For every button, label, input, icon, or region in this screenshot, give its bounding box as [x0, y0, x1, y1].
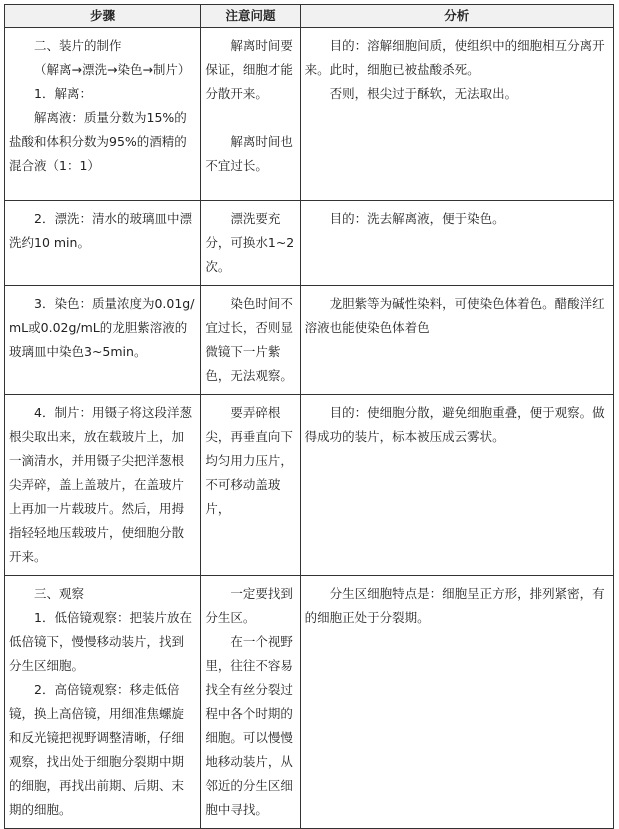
- note-cell: [201, 576, 300, 829]
- table-row: [5, 576, 614, 829]
- header-note: 注意问题: [201, 5, 300, 28]
- analysis-cell: [300, 286, 613, 395]
- analysis-text: 目的：溶解细胞间质，使组织中的细胞相互分离开来。此时，细胞已被盐酸杀死。: [304, 38, 605, 77]
- note-text: 漂洗要充分，可换水1~2次。: [205, 211, 295, 274]
- table-row: [5, 28, 614, 201]
- note-cell: [201, 286, 300, 395]
- step-cell: [5, 576, 201, 829]
- step-cell: [5, 28, 201, 201]
- step-cell: [5, 395, 201, 576]
- step-text: 1．解离：: [34, 86, 92, 101]
- note-cell: [201, 395, 300, 576]
- step-cell: [5, 286, 201, 395]
- analysis-text: 分生区细胞特点是：细胞呈正方形，排列紧密，有的细胞正处于分裂期。: [304, 586, 605, 625]
- step-text: 三、观察: [34, 586, 85, 601]
- analysis-text: 龙胆紫等为碱性染料，可使染色体着色。醋酸洋红溶液也能使染色体着色: [304, 296, 605, 335]
- table-row: [5, 286, 614, 395]
- note-text: 在一个视野里，往往不容易找全有丝分裂过程中各个时期的细胞。可以慢慢地移动装片，从邻近的分生区细胞中寻找。: [205, 634, 293, 817]
- analysis-text: 目的：洗去解离液，便于染色。: [329, 211, 505, 226]
- table-row: [5, 395, 614, 576]
- note-text: 要弄碎根尖，再垂直向下均匀用力压片，不可移动盖玻片，: [205, 405, 293, 516]
- step-text: 2．高倍镜观察：移走低倍镜，换上高倍镜，用细准焦螺旋和反光镜把视野调整清晰，仔细观察，找出处于细胞分裂期中期的细胞，再找出前期、后期、末期的细胞。: [9, 682, 185, 817]
- note-text: 一定要找到分生区。: [205, 586, 293, 625]
- step-text: 二、装片的制作: [34, 38, 122, 53]
- note-text: 解离时间要保证，细胞才能分散开来。: [205, 38, 293, 101]
- analysis-cell: [300, 576, 613, 829]
- header-step: 步骤: [5, 5, 201, 28]
- header-row: [5, 5, 614, 28]
- step-cell: [5, 201, 201, 286]
- step-text: 3．染色：质量浓度为0.01g/mL或0.02g/mL的龙胆紫溶液的玻璃皿中染色3~5min。: [9, 296, 195, 359]
- analysis-cell: [300, 201, 613, 286]
- note-text: 染色时间不宜过长，否则显微镜下一片紫色，无法观察。: [205, 296, 293, 383]
- step-text: （解离→漂洗→染色→制片）: [34, 62, 191, 77]
- note-cell: [201, 201, 300, 286]
- step-text: 2．漂洗：清水的玻璃皿中漂洗约10 min。: [9, 211, 192, 250]
- note-text: 解离时间也不宜过长。: [205, 134, 293, 173]
- table-row: [5, 201, 614, 286]
- step-text: 1．低倍镜观察：把装片放在低倍镜下，慢慢移动装片，找到分生区细胞。: [9, 610, 192, 673]
- analysis-text: 否则，根尖过于酥软，无法取出。: [329, 86, 518, 101]
- step-text: 解离液：质量分数为15%的盐酸和体积分数为95%的酒精的混合液（1：1）: [9, 110, 187, 173]
- analysis-text: 目的：使细胞分散，避免细胞重叠，便于观察。做得成功的装片，标本被压成云雾状。: [304, 405, 605, 444]
- analysis-cell: [300, 395, 613, 576]
- header-analysis: 分析: [300, 5, 613, 28]
- step-text: 4．制片：用镊子将这段洋葱根尖取出来，放在载玻片上，加一滴清水，并用镊子尖把洋葱根尖弄碎，盖上盖玻片，在盖玻片上再加一片载玻片。然后，用拇指轻轻地压载玻片，使细胞分散开来。: [9, 405, 192, 564]
- analysis-cell: [300, 28, 613, 201]
- experiment-table: [4, 4, 614, 829]
- note-cell: [201, 28, 300, 201]
